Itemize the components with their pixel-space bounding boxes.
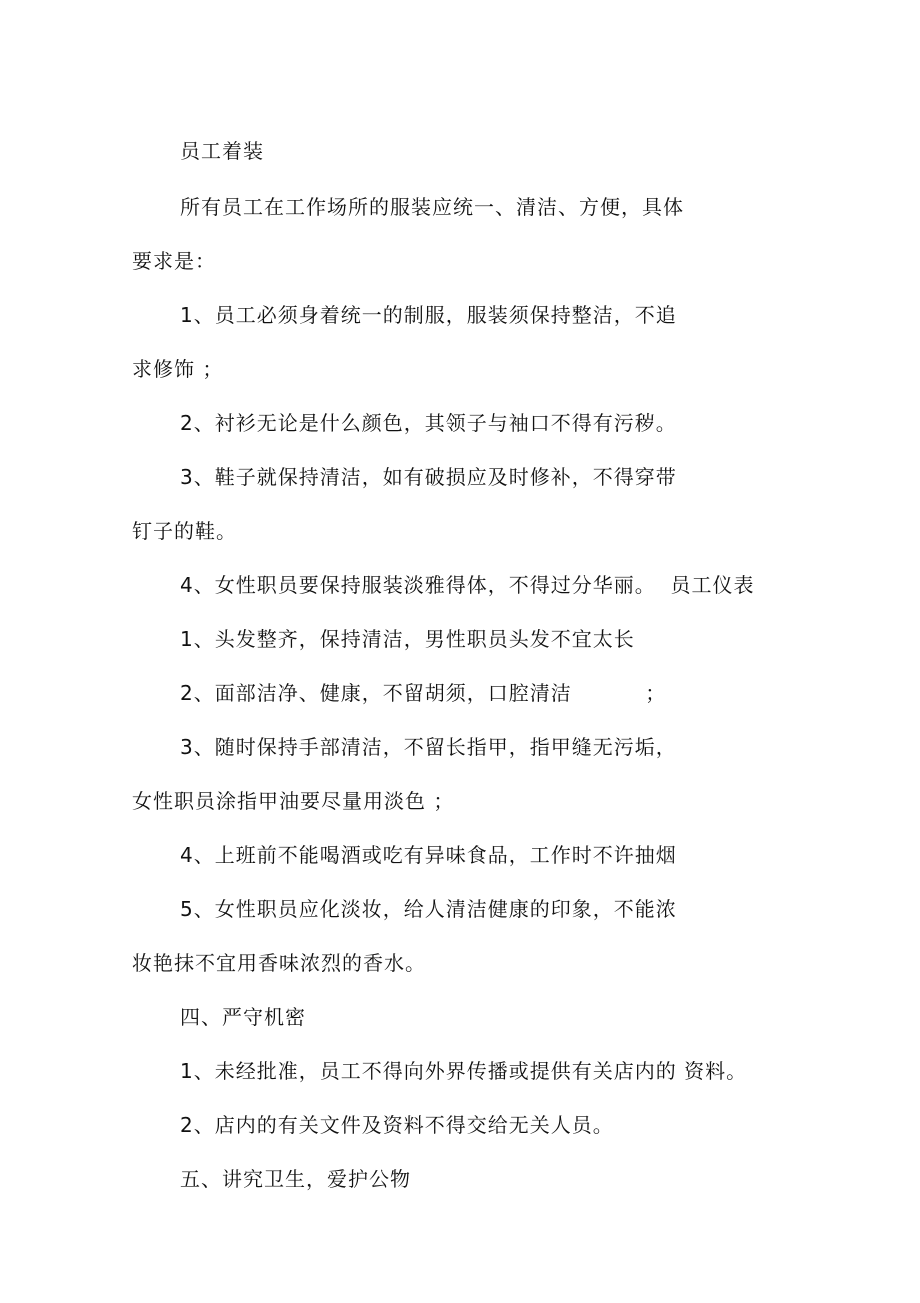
section-heading-attire: 员工着装 (180, 139, 264, 163)
list-item: 1、未经批准，员工不得向外界传播或提供有关店内的 资料。 (180, 1059, 748, 1083)
list-item: 4、女性职员要保持服装淡雅得体，不得过分华丽。 员工仪表 (180, 573, 755, 597)
list-item: 2、衬衫无论是什么颜色，其领子与袖口不得有污秽。 (180, 411, 677, 435)
list-item: 5、女性职员应化淡妆，给人清洁健康的印象，不能浓 (180, 897, 677, 921)
list-item: 2、店内的有关文件及资料不得交给无关人员。 (180, 1113, 614, 1137)
section-heading-hygiene: 五、讲究卫生，爱护公物 (180, 1167, 411, 1191)
paragraph-line: 钉子的鞋。 (132, 519, 237, 543)
list-item: 4、上班前不能喝酒或吃有异味食品，工作时不许抽烟 (180, 843, 677, 867)
section-heading-confidentiality: 四、严守机密 (180, 1005, 306, 1029)
list-item: 3、鞋子就保持清洁，如有破损应及时修补，不得穿带 (180, 465, 677, 489)
list-item: 1、头发整齐，保持清洁，男性职员头发不宜太长 (180, 627, 635, 651)
paragraph-line: 妆艳抹不宜用香味浓烈的香水。 (132, 951, 426, 975)
list-item: 1、员工必须身着统一的制服，服装须保持整洁，不追 (180, 303, 677, 327)
paragraph-line: 要求是： (132, 249, 216, 273)
list-item: 3、随时保持手部清洁，不留长指甲，指甲缝无污垢， (180, 735, 677, 759)
paragraph-line: 女性职员涂指甲油要尽量用淡色 ； (132, 789, 455, 813)
paragraph-line: 求修饰 ； (132, 357, 224, 381)
paragraph-line: 所有员工在工作场所的服装应统一、清洁、方便，具体 (180, 195, 684, 219)
list-item: 2、面部洁净、健康，不留胡须，口腔清洁 ； (180, 681, 667, 705)
